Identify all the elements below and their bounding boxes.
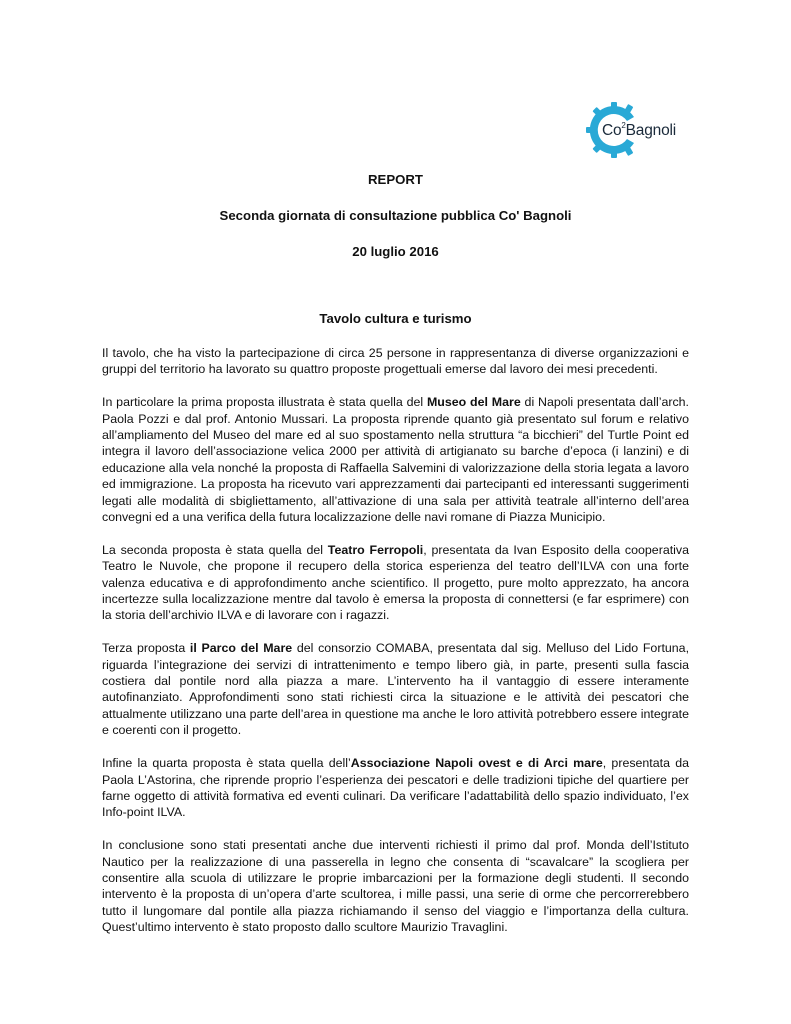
paragraph-conclusion: In conclusione sono stati presentati anche due interventi richiesti il primo dal prof. Monda dell’Istituto Nautico per la realizzazione di una passerella in legno che consenta di “scavalcare” la scogliera per consentire alla scuola di utilizzare le proprie imbarcazioni per la formazione degli studenti. Il secondo intervento è la proposta di un’opera d’arte scultorea, i mille passi, una serie di orme che percorrerebbero tutto il lungomare dal pontile alla piazza richiamando il senso del viaggio e l’importanza della cultura. Quest’ultimo intervento è stato proposto dallo scultore Maurizio Travaglini. bbox=[102, 838, 689, 935]
paragraph-parco-del-mare: Terza proposta il Parco del Mare del consorzio COMABA, presentata dal sig. Melluso del Lido Fortuna, riguarda l’integrazione dei servizi di intrattenimento e tempo libero già, in parte, presenti sulla fascia costiera dal pontile nord alla piazza a mare. L’intervento ha il vantaggio di essere interamente autofinanziato. Approfondimenti sono stati richiesti circa la situazione e le attività dei pescatori che attualmente utilizzano una parte dell’area in questione ma anche le loro attività potrebbero essere integrate e coerenti con il progetto. bbox=[102, 641, 690, 738]
report-body bbox=[102, 345, 689, 952]
paragraph-museo-del-mare: In particolare la prima proposta illustrata è stata quella del Museo del Mare di Napoli presentata dall’arch. Paola Pozzi e dal prof. Antonio Mussari. La proposta riprende quanto già presentato sul forum e relativo all’ampliamento del Museo del mare ed al suo spostamento nella struttura “a bicchieri” del Turtle Point ed integra il lavoro dell’associazione velica 2000 per attività di artigianato su barche d’epoca (i lanzini) e di educazione alla vela nonché la proposta di Raffaella Salvemini di valorizzazione della storia legata a lavoro ed immigrazione. La proposta ha ricevuto vari apprezzamenti dai partecipanti ed interessanti suggerimenti legati alle modalità di sbigliettamento, all’attivazione di una sala per attività teatrale all’interno dell’area convegni ed a una verifica della futura localizzazione delle navi romane di Piazza Municipio. bbox=[102, 395, 689, 525]
section-title: Tavolo cultura e turismo bbox=[319, 311, 472, 326]
paragraph-intro: Il tavolo, che ha visto la partecipazione di circa 25 persone in rappresentanza di diverse organizzazioni e gruppi del territorio ha lavorato su quattro proposte progettuali emerse dal lavoro dei mesi precedenti. bbox=[102, 346, 689, 377]
logo-wordmark: Co$^2$Bagnoli bbox=[602, 121, 676, 139]
paragraph-napoli-ovest: Infine la quarta proposta è stata quella dell’Associazione Napoli ovest e di Arci mare, presentata da Paola L’Astorina, che riprende proprio l’esperienza dei pescatori e delle tradizioni tipiche del quartiere per farne oggetto di attività formativa ed eventi culinari. Da verificare l’adattabilità dello spazio individuato, l’ex Info-point ILVA. bbox=[102, 756, 689, 820]
paragraph-teatro-ferropoli: La seconda proposta è stata quella del Teatro Ferropoli, presentata da Ivan Esposito della cooperativa Teatro le Nuvole, che propone il recupero della storica esperienza del teatro dell’ILVA con una forte valenza educativa e di approfondimento anche scientifico. Il progetto, pure molto apprezzato, ha ancora incertezze sulla localizzazione mentre dal tavolo è emersa la proposta di connettersi (e far esprimere) con la storia dell’archivio ILVA e di lavorare con i ragazzi. bbox=[102, 542, 689, 623]
report-heading: REPORT bbox=[368, 172, 423, 187]
cobagnoli-logo bbox=[586, 102, 678, 158]
report-subtitle: Seconda giornata di consultazione pubblica Co' Bagnoli bbox=[219, 208, 572, 223]
report-date: 20 luglio 2016 bbox=[352, 244, 439, 259]
